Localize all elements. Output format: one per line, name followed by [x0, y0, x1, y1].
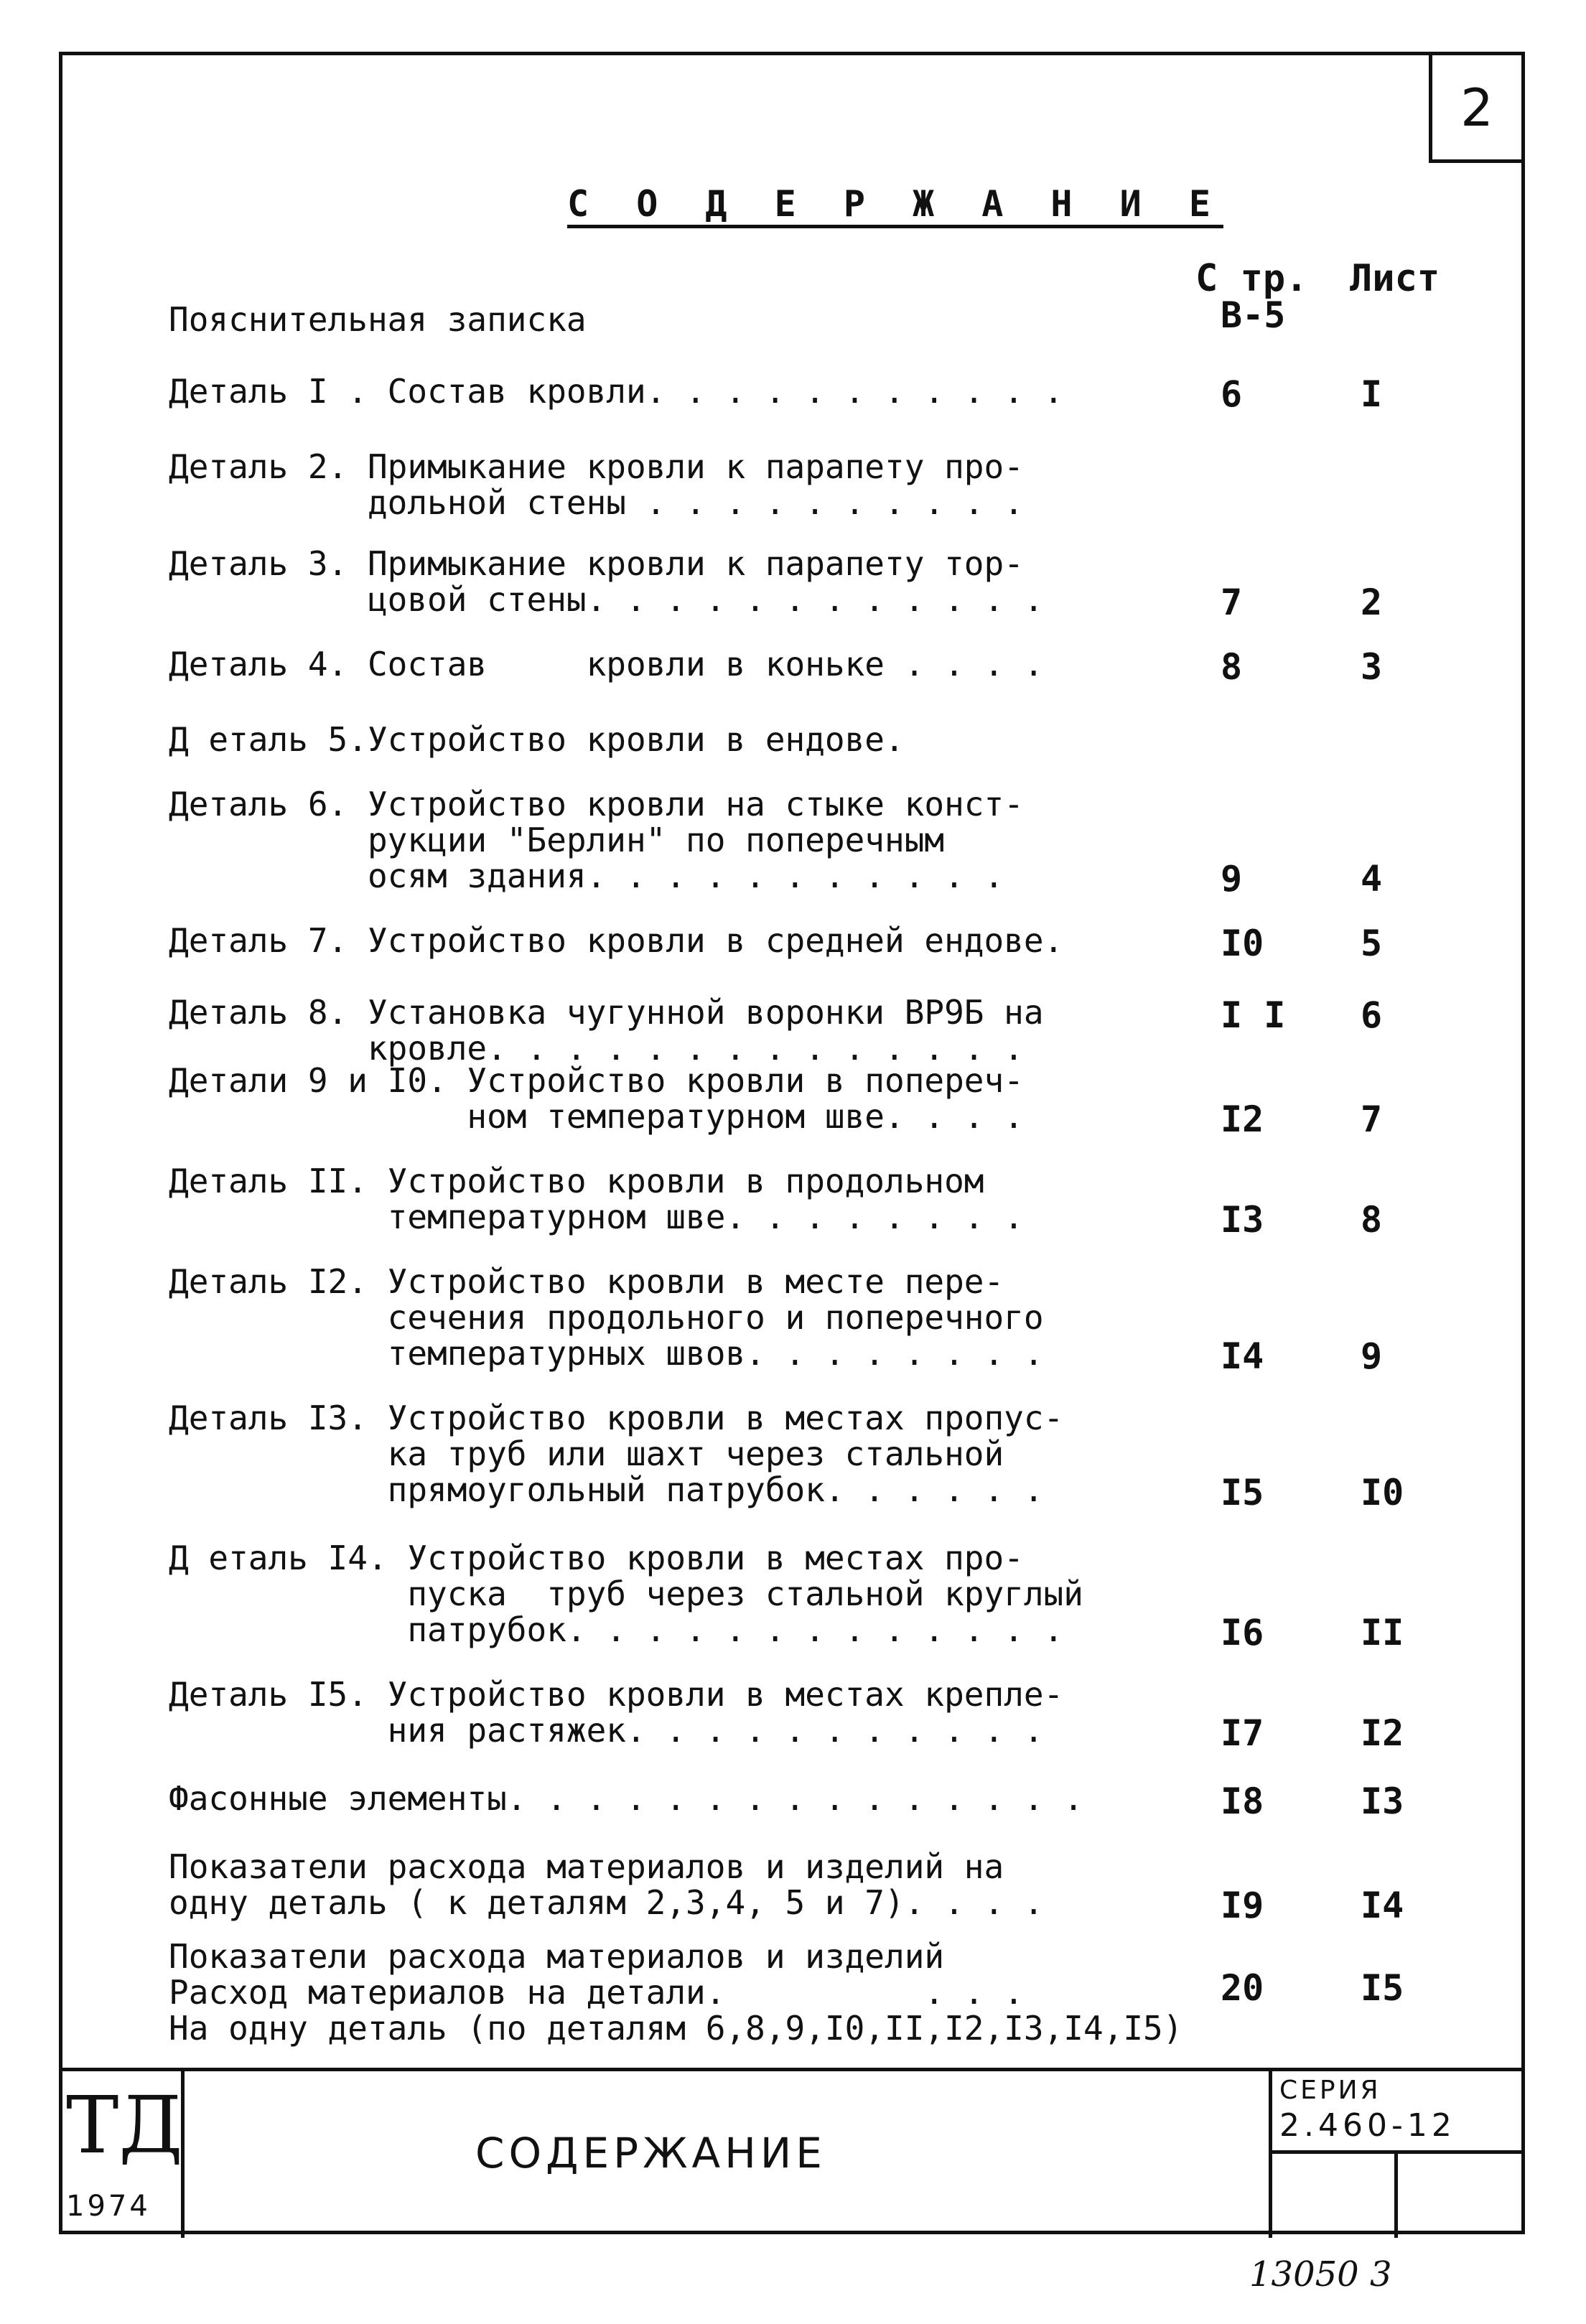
toc-entry-line: ка труб или шахт через стальной [169, 1434, 1004, 1473]
toc-sheet-number: I3 [1361, 1781, 1404, 1822]
toc-sheet-number: II [1361, 1612, 1404, 1653]
toc-entry-line: температурном шве. . . . . . . . [169, 1198, 1024, 1236]
toc-page-number: 7 [1221, 582, 1243, 623]
toc-page-number: I6 [1221, 1612, 1264, 1653]
toc-entry-line: ном температурном шве. . . . [169, 1097, 1024, 1136]
toc-sheet-number: I2 [1361, 1712, 1404, 1754]
toc-entry-line: Деталь 4. Состав кровли в коньке . . . . [169, 645, 1044, 683]
toc-sheet-number: 3 [1361, 646, 1383, 688]
stamp-title: СОДЕРЖАНИЕ [475, 2129, 826, 2178]
toc-entry-line: Деталь I . Состав кровли. . . . . . . . . . . [169, 372, 1064, 411]
toc-entry-line: Деталь I2. Устройство кровли в месте пере- [169, 1262, 1004, 1301]
toc-page-number: I7 [1221, 1712, 1264, 1754]
toc-page-number: 9 [1221, 858, 1243, 900]
toc-entry-line: Деталь 3. Примыкание кровли к парапету тор- [169, 544, 1024, 583]
toc-entry-line: Д еталь 5.Устройство кровли в ендове. [169, 720, 905, 759]
toc-page-number: I2 [1221, 1098, 1264, 1140]
toc-entry-line: осям здания. . . . . . . . . . . [169, 857, 1004, 895]
toc-entry-line: прямоугольный патрубок. . . . . . [169, 1470, 1044, 1509]
toc-page-number: I0 [1221, 923, 1264, 964]
toc-entry-line: цовой стены. . . . . . . . . . . . [169, 580, 1044, 619]
toc-sheet-number: 9 [1361, 1335, 1383, 1377]
td-logo: ТД [66, 2079, 183, 2171]
toc-page-number: I8 [1221, 1781, 1264, 1822]
title-block [59, 2068, 1525, 2238]
toc-sheet-number: I4 [1361, 1885, 1404, 1926]
page-column-header: С тр. [1195, 257, 1308, 300]
toc-entry-line: Деталь I3. Устройство кровли в местах пропус- [169, 1399, 1064, 1437]
toc-sheet-number: I5 [1361, 1967, 1404, 2009]
toc-entry-line: Деталь II. Устройство кровли в продольном [169, 1162, 984, 1200]
toc-entry-line: сечения продольного и поперечного [169, 1298, 1044, 1337]
toc-sheet-number: 2 [1361, 582, 1383, 623]
toc-sheet-number: I0 [1361, 1472, 1404, 1513]
toc-entry-line: Деталь 2. Примыкание кровли к парапету про- [169, 447, 1024, 486]
toc-entry-line: рукции "Берлин" по поперечным [169, 821, 945, 859]
toc-page-number: I I [1221, 994, 1286, 1036]
toc-entry-line: Деталь I5. Устройство кровли в местах крепле- [169, 1675, 1064, 1714]
toc-sheet-number: I [1361, 373, 1383, 415]
toc-page-number: 20 [1221, 1967, 1264, 2009]
toc-entry-line: Расход материалов на детали. . . . [169, 1973, 1024, 2012]
toc-entry-line: Деталь 6. Устройство кровли на стыке конст- [169, 785, 1024, 823]
toc-sheet-number: 5 [1361, 923, 1383, 964]
toc-page-number: I9 [1221, 1885, 1264, 1926]
toc-entry-line: Показатели расхода материалов и изделий [169, 1937, 945, 1976]
toc-entry-line: дольной стены . . . . . . . . . . [169, 483, 1024, 522]
toc-sheet-number: 7 [1361, 1098, 1383, 1140]
toc-entry-line: Показатели расхода материалов и изделий на [169, 1847, 1004, 1886]
toc-page-number: I3 [1221, 1199, 1264, 1241]
toc-entry-line: Д еталь I4. Устройство кровли в местах про- [169, 1539, 1024, 1577]
series-label: СЕРИЯ [1279, 2076, 1381, 2105]
sheet-number: 2 [1460, 77, 1493, 138]
stamp-year: 1974 [66, 2190, 151, 2223]
sheet-column-header: Лист [1350, 257, 1440, 300]
toc-page-number: 8 [1221, 646, 1243, 688]
toc-entry-line: пуска труб через стальной круглый [169, 1574, 1083, 1613]
toc-page-number: В-5 [1221, 294, 1286, 336]
series-number: 2.460-12 [1279, 2107, 1456, 2144]
toc-sheet-number: 4 [1361, 858, 1383, 900]
footer-number: 13050 3 [1249, 2254, 1392, 2295]
toc-sheet-number: 8 [1361, 1199, 1383, 1241]
toc-entry-line: Пояснительная записка [169, 300, 587, 339]
toc-entry-line: Деталь 8. Установка чугунной воронки ВР9Б на [169, 993, 1044, 1032]
page-title: С О Д Е Р Ж А Н И Е [567, 183, 1223, 225]
toc-entry-line: кровле. . . . . . . . . . . . . . [169, 1029, 1024, 1068]
toc-entry-line: На одну деталь (по деталям 6,8,9,I0,II,I2,I3,I4,I5) [169, 2009, 1183, 2048]
toc-entry-line: ния растяжек. . . . . . . . . . . [169, 1711, 1044, 1750]
toc-entry-line: Деталь 7. Устройство кровли в средней ендове. [169, 921, 1064, 960]
toc-entry-line: температурных швов. . . . . . . . [169, 1334, 1044, 1373]
toc-entry-line: Фасонные элементы. . . . . . . . . . . . . . . [169, 1779, 1083, 1818]
toc-entry-line: Детали 9 и I0. Устройство кровли в попереч- [169, 1061, 1024, 1100]
toc-sheet-number: 6 [1361, 994, 1383, 1036]
toc-page-number: I5 [1221, 1472, 1264, 1513]
toc-page-number: 6 [1221, 373, 1243, 415]
sheet-number-box [1429, 52, 1525, 163]
toc-page-number: I4 [1221, 1335, 1264, 1377]
toc-entry-line: одну деталь ( к деталям 2,3,4, 5 и 7). . . . [169, 1883, 1044, 1922]
toc-entry-line: патрубок. . . . . . . . . . . . . [169, 1610, 1064, 1649]
